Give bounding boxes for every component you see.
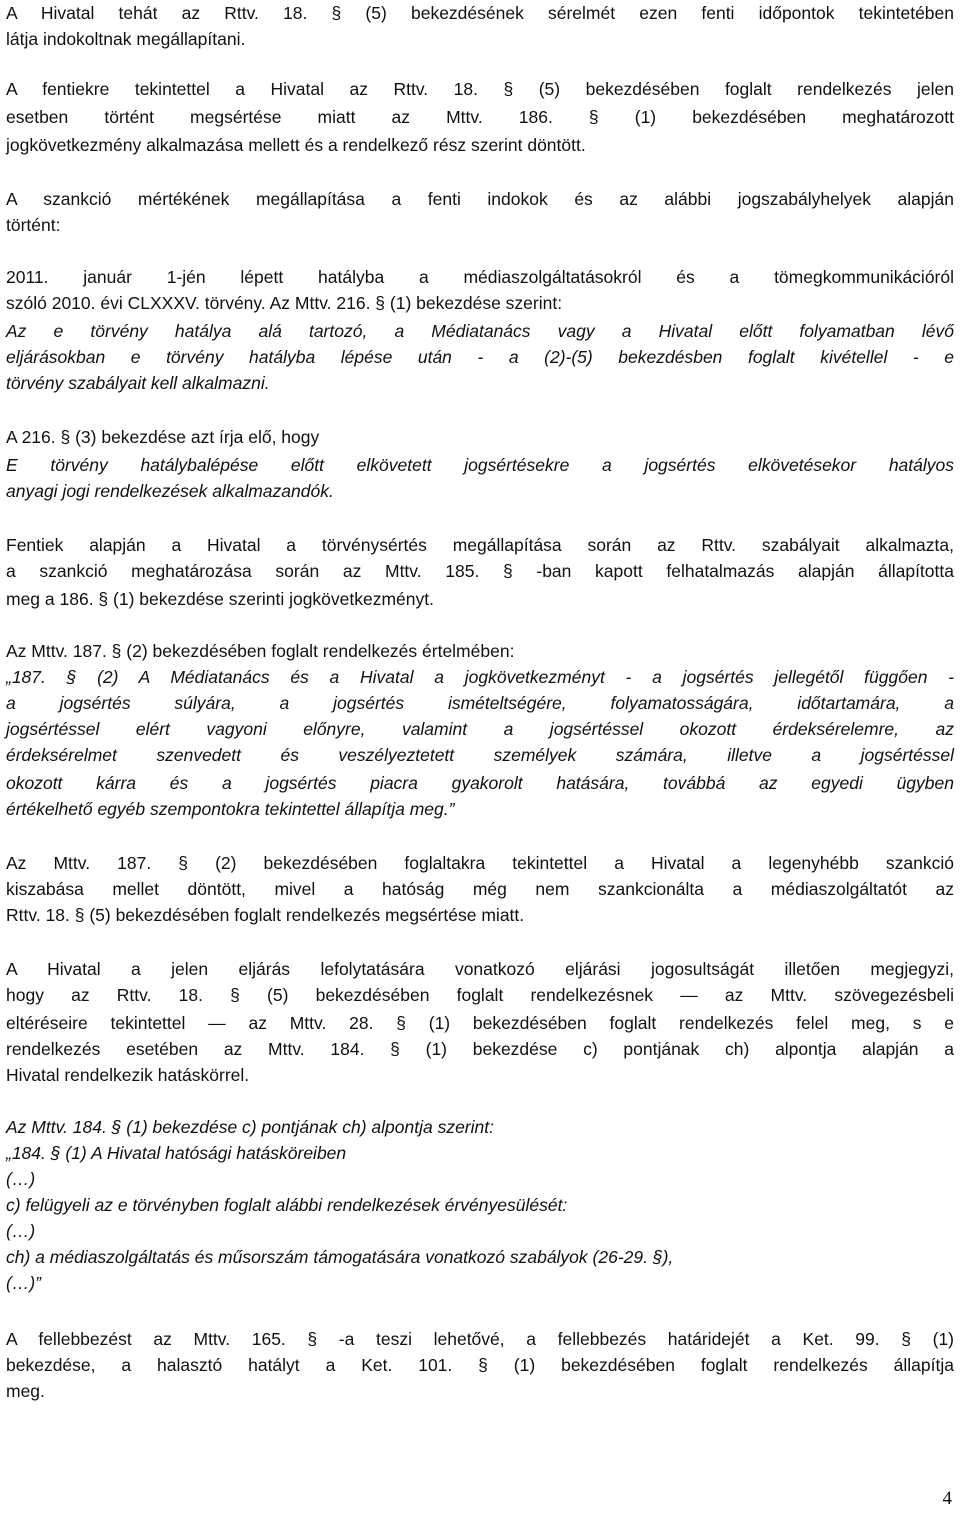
paragraph-line: látja indokoltnak megállapítani. — [6, 29, 246, 49]
quoted-line: (…) — [6, 1169, 36, 1189]
quoted-line: c) felügyeli az e törvényben foglalt alábbi rendelkezések érvényesülését: — [6, 1195, 568, 1215]
paragraph-line: A Hivatal tehát az Rttv. 18. § (5) bekezdésének sérelmét ezen fenti időpontok tekintetében — [6, 3, 954, 23]
paragraph-line: a szankció meghatározása során az Mttv. 185. § -ban kapott felhatalmazás alapján állapította — [6, 561, 954, 581]
paragraph-line: Az Mttv. 187. § (2) bekezdésében foglalt rendelkezés értelmében: — [6, 641, 515, 661]
quoted-line: értékelhető egyéb szempontokra tekintettel állapítja meg.” — [6, 799, 455, 819]
paragraph-line: hogy az Rttv. 18. § (5) bekezdésében foglalt rendelkezésnek — az Mttv. szövegezésbeli — [6, 985, 954, 1005]
paragraph-line: bekezdése, a halasztó hatályt a Ket. 101. § (1) bekezdésében foglalt rendelkezés állapítja — [6, 1355, 954, 1375]
quoted-line: (…)” — [6, 1273, 41, 1293]
paragraph-line: történt: — [6, 215, 61, 235]
quoted-line: törvény szabályait kell alkalmazni. — [6, 373, 270, 393]
paragraph-line: A Hivatal a jelen eljárás lefolytatására vonatkozó eljárási jogosultságát illetően megjegyzi, — [6, 959, 954, 979]
paragraph-line: Az Mttv. 187. § (2) bekezdésében foglaltakra tekintettel a Hivatal a legenyhébb szankció — [6, 853, 954, 873]
paragraph-line: meg. — [6, 1381, 45, 1401]
quoted-line: Az e törvény hatálya alá tartozó, a Médiatanács vagy a Hivatal előtt folyamatban lévő — [6, 321, 954, 341]
quoted-line: „184. § (1) A Hivatal hatósági hatásköreiben — [6, 1143, 347, 1163]
paragraph-line: kiszabása mellet döntött, mivel a hatóság még nem szankcionálta a médiaszolgáltatót az — [6, 879, 954, 899]
quoted-line: Az Mttv. 184. § (1) bekezdése c) pontjának ch) alpontja szerint: — [6, 1117, 494, 1137]
quoted-line: ch) a médiaszolgáltatás és műsorszám támogatására vonatkozó szabályok (26-29. §), — [6, 1247, 674, 1267]
quoted-line: a jogsértés súlyára, a jogsértés ismételtségére, folyamatosságára, időtartamára, a — [6, 693, 954, 713]
quoted-line: „187. § (2) A Médiatanács és a Hivatal a jogkövetkezményt - a jogsértés jellegétől függően - — [6, 667, 954, 687]
quoted-line: okozott kárra és a jogsértés piacra gyakorolt hatására, továbbá az egyedi ügyben — [6, 773, 954, 793]
paragraph-line: esetben történt megsértése miatt az Mttv. 186. § (1) bekezdésében meghatározott — [6, 107, 954, 127]
paragraph-line: szóló 2010. évi CLXXXV. törvény. Az Mttv. 216. § (1) bekezdése szerint: — [6, 293, 563, 313]
paragraph-line: meg a 186. § (1) bekezdése szerinti jogkövetkezményt. — [6, 589, 434, 609]
paragraph-line: A 216. § (3) bekezdése azt írja elő, hogy — [6, 427, 320, 447]
paragraph-line: Hivatal rendelkezik hatáskörrel. — [6, 1065, 250, 1085]
quoted-line: E törvény hatálybalépése előtt elkövetett jogsértésekre a jogsértés elkövetésekor hatályos — [6, 455, 954, 475]
page-number: 4 — [942, 1488, 952, 1509]
paragraph-line: Fentiek alapján a Hivatal a törvénysértés megállapítása során az Rttv. szabályait alkalmazta, — [6, 535, 954, 555]
paragraph-line: A fellebbezést az Mttv. 165. § -a teszi lehetővé, a fellebbezés határidejét a Ket. 99. § (1) — [6, 1329, 954, 1349]
quoted-line: érdeksérelmet szenvedett és veszélyeztetett személyek számára, illetve a jogsértéssel — [6, 745, 954, 765]
paragraph-line: A fentiekre tekintettel a Hivatal az Rttv. 18. § (5) bekezdésében foglalt rendelkezés jelen — [6, 79, 954, 99]
paragraph-line: Rttv. 18. § (5) bekezdésében foglalt rendelkezés megsértése miatt. — [6, 905, 525, 925]
paragraph-line: A szankció mértékének megállapítása a fenti indokok és az alábbi jogszabályhelyek alapján — [6, 189, 954, 209]
paragraph-line: 2011. január 1-jén lépett hatályba a médiaszolgáltatásokról és a tömegkommunikációról — [6, 267, 954, 287]
paragraph-line: eltéréseire tekintettel — az Mttv. 28. § (1) bekezdésében foglalt rendelkezés felel meg, s e — [6, 1013, 954, 1033]
quoted-line: jogsértéssel elért vagyoni előnyre, valamint a jogsértéssel okozott érdeksérelemre, az — [6, 719, 954, 739]
quoted-line: (…) — [6, 1221, 36, 1241]
paragraph-line: jogkövetkezmény alkalmazása mellett és a rendelkező rész szerint döntött. — [6, 135, 586, 155]
quoted-line: anyagi jogi rendelkezések alkalmazandók. — [6, 481, 334, 501]
quoted-line: eljárásokban e törvény hatályba lépése után - a (2)-(5) bekezdésben foglalt kivétellel - e — [6, 347, 954, 367]
paragraph-line: rendelkezés esetében az Mttv. 184. § (1) bekezdése c) pontjának ch) alpontja alapján a — [6, 1039, 954, 1059]
